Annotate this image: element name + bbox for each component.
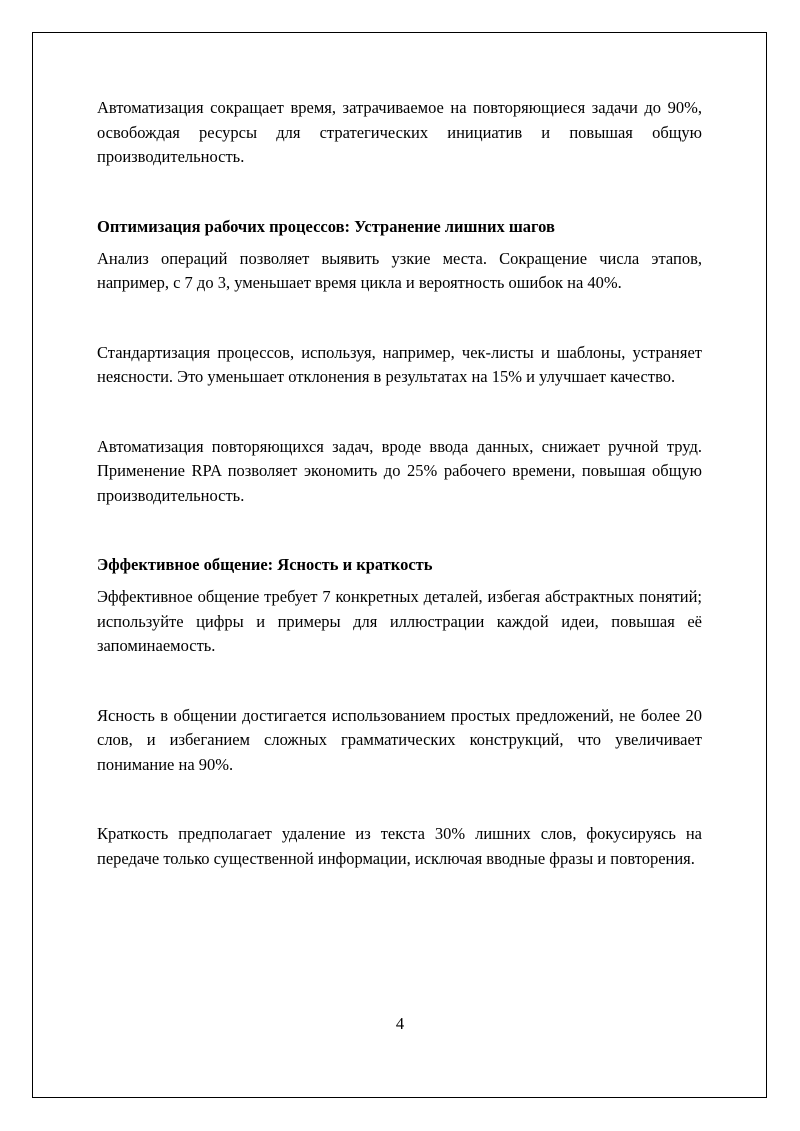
heading-workflow-optimization: Оптимизация рабочих процессов: Устранение лишних шагов xyxy=(97,216,555,236)
paragraph-automation-intro: Автоматизация сокращает время, затрачиваемое на повторяющиеся задачи до 90%, освобождая ресурсы для стратегических инициатив и повышая общую производительность. xyxy=(97,98,702,166)
heading-effective-communication: Эффективное общение: Ясность и краткость xyxy=(97,555,433,574)
paragraph-operations-analysis: Анализ операций позволяет выявить узкие места. Сокращение числа этапов, например, с 7 до 3, уменьшает время цикла и вероятность ошибок на 40%. xyxy=(97,248,702,292)
paragraph-rpa-automation: Автоматизация повторяющихся задач, вроде ввода данных, снижает ручной труд. Применение RPA позволяет экономить до 25% рабочего времени, повышая общую производительность. xyxy=(97,436,702,505)
page-number: 4 xyxy=(395,1014,405,1033)
paragraph-standardization: Стандартизация процессов, используя, например, чек-листы и шаблоны, устраняет неясности. Это уменьшает отклонения в результатах на 15% и улучшает качество. xyxy=(97,342,702,386)
paragraph-concrete-details: Эффективное общение требует 7 конкретных деталей, избегая абстрактных понятий; используйте цифры и примеры для иллюстрации каждой идеи, повышая её запоминаемость. xyxy=(97,587,702,655)
page-content xyxy=(97,96,702,871)
paragraph-clarity: Ясность в общении достигается использованием простых предложений, не более 20 слов, и избеганием сложных грамматических конструкций, что увеличивает понимание на 90%. xyxy=(97,705,702,774)
paragraph-brevity: Краткость предполагает удаление из текста 30% лишних слов, фокусируясь на передаче только существенной информации, исключая вводные фразы и повторения. xyxy=(97,824,702,868)
